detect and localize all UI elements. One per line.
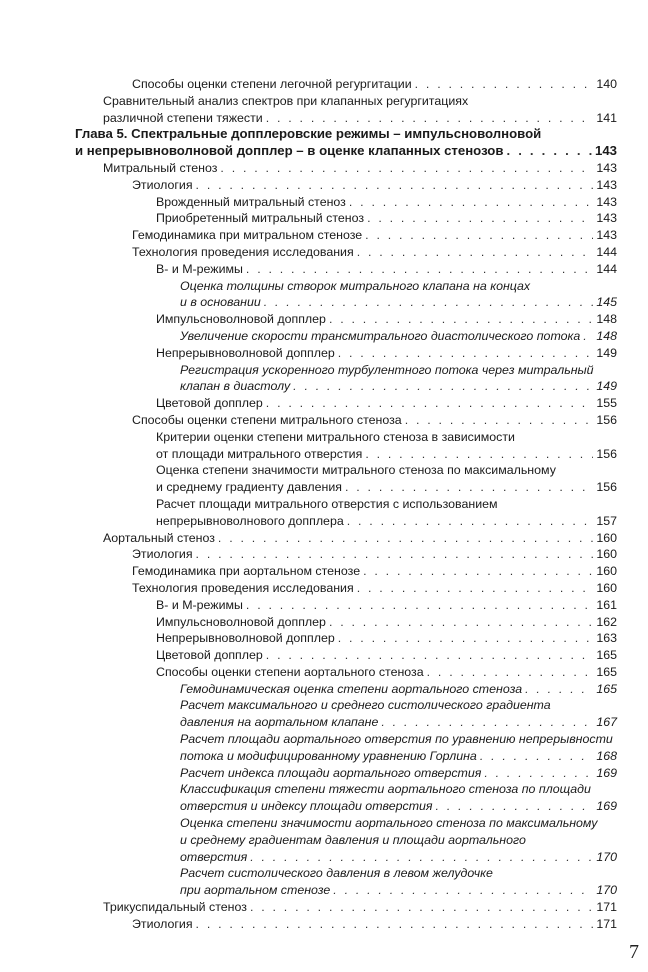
- toc-entry: [0, 580, 617, 597]
- toc-page-number: 145: [596, 295, 617, 310]
- toc-entry: [0, 614, 617, 631]
- dot-leader: [347, 513, 594, 530]
- toc-entry: [0, 462, 617, 496]
- toc-page-number: 143: [596, 211, 617, 226]
- toc-entry-title: Врожденный митральный стеноз: [156, 194, 346, 209]
- toc-entry-line: [156, 395, 617, 412]
- toc-page-number: 148: [596, 312, 617, 327]
- toc-page-number: 155: [596, 396, 617, 411]
- toc-page-number: 148: [596, 328, 617, 343]
- toc-entry-line: [156, 261, 617, 278]
- toc-entry-title: потока и модифицированному уравнению Горлина: [180, 748, 477, 763]
- dot-leader: [525, 681, 593, 698]
- toc-entry-line: [180, 731, 617, 748]
- toc-page-number: 156: [596, 446, 617, 461]
- table-of-contents: [0, 76, 648, 933]
- dot-leader: [266, 395, 594, 412]
- toc-entry-line: [103, 899, 617, 916]
- dot-leader: [220, 160, 593, 177]
- toc-entry: [0, 328, 617, 345]
- toc-entry-line: [156, 194, 617, 211]
- toc-page-number: 143: [596, 160, 617, 175]
- dot-leader: [349, 194, 593, 211]
- toc-page-number: 168: [596, 748, 617, 763]
- toc-entry: [0, 664, 617, 681]
- toc-entry: [0, 630, 617, 647]
- toc-entry-title: Непрерывноволновой допплер: [156, 345, 335, 360]
- toc-entry-title: Расчет индекса площади аортального отверстия: [180, 765, 482, 780]
- toc-page-number: 165: [596, 681, 617, 696]
- toc-entry-title: Трикуспидальный стеноз: [103, 900, 247, 915]
- page-number: 7: [629, 941, 639, 963]
- toc-entry: [0, 865, 617, 899]
- toc-entry-title: Этиология: [132, 916, 193, 931]
- toc-entry-line: [132, 580, 617, 597]
- dot-leader: [583, 328, 593, 345]
- toc-entry-line: [180, 882, 617, 899]
- toc-entry-title: отверстия и индексу площади отверстия: [180, 799, 433, 814]
- toc-page-number: 143: [596, 228, 617, 243]
- toc-entry-title: Оценка степени значимости аортального стеноза по максимальному: [180, 816, 598, 831]
- toc-entry-title: Расчет систолического давления в левом желудочке: [180, 866, 493, 881]
- toc-entry-title: Регистрация ускоренного турбулентного потока через митральный: [180, 362, 594, 377]
- dot-leader: [381, 714, 593, 731]
- dot-leader: [480, 748, 594, 765]
- dot-leader: [333, 882, 593, 899]
- toc-entry-line: [156, 446, 617, 463]
- toc-entry-line: [132, 412, 617, 429]
- toc-entry-title: Критерии оценки степени митрального стеноза в зависимости: [156, 429, 515, 444]
- toc-entry: [0, 815, 617, 865]
- toc-entry-title: и непрерывноволновой допплер – в оценке клапанных стенозов: [75, 143, 504, 159]
- toc-entry: [0, 362, 617, 396]
- toc-entry: [0, 597, 617, 614]
- toc-page-number: 149: [596, 379, 617, 394]
- toc-page-number: 144: [596, 244, 617, 259]
- toc-entry: [0, 345, 617, 362]
- toc-entry-title: Цветовой допплер: [156, 396, 263, 411]
- dot-leader: [365, 446, 593, 463]
- toc-entry-line: [180, 798, 617, 815]
- toc-entry: [0, 76, 617, 93]
- toc-entry-title: и среднему градиенту давления: [156, 480, 342, 495]
- toc-entry-line: [180, 681, 617, 698]
- dot-leader: [266, 110, 594, 127]
- dot-leader: [367, 210, 593, 227]
- dot-leader: [218, 530, 593, 547]
- dot-leader: [415, 76, 594, 93]
- toc-entry-line: [132, 916, 617, 933]
- dot-leader: [363, 563, 593, 580]
- toc-page-number: 157: [596, 513, 617, 528]
- toc-entry-title: Расчет площади аортального отверстия по уравнению непрерывности: [180, 732, 613, 747]
- toc-entry: [0, 546, 617, 563]
- toc-entry-title: Импульсноволновой допплер: [156, 614, 326, 629]
- toc-entry-line: [103, 93, 617, 110]
- toc-entry-line: [103, 530, 617, 547]
- toc-page-number: 167: [596, 715, 617, 730]
- toc-entry-line: [156, 513, 617, 530]
- toc-page-number: 170: [596, 849, 617, 864]
- toc-page-number: 162: [596, 614, 617, 629]
- toc-entry: [0, 697, 617, 731]
- toc-entry-title: и в основании: [180, 295, 261, 310]
- toc-entry-line: [103, 160, 617, 177]
- dot-leader: [427, 664, 594, 681]
- toc-page-number: 171: [596, 900, 617, 915]
- dot-leader: [329, 614, 593, 631]
- dot-leader: [250, 849, 593, 866]
- toc-entry-title: Гемодинамика при митральном стенозе: [132, 228, 363, 243]
- toc-entry-title: Непрерывноволновой допплер: [156, 631, 335, 646]
- toc-entry: [0, 160, 617, 177]
- toc-entry-line: [180, 781, 617, 798]
- toc-page-number: 163: [596, 631, 617, 646]
- dot-leader: [293, 378, 593, 395]
- toc-entry-title: от площади митрального отверстия: [156, 446, 363, 461]
- toc-entry-line: [132, 546, 617, 563]
- toc-entry: [0, 429, 617, 463]
- dot-leader: [196, 546, 594, 563]
- toc-page-number: 160: [596, 530, 617, 545]
- toc-entry-title: Глава 5. Спектральные допплеровские режимы – импульсноволновой: [75, 126, 542, 142]
- toc-entry-title: Оценка толщины створок митрального клапана на концах: [180, 278, 531, 293]
- toc-entry: [0, 395, 617, 412]
- toc-entry-line: [156, 614, 617, 631]
- toc-entry-title: Митральный стеноз: [103, 160, 218, 175]
- toc-page-number: 143: [596, 194, 617, 209]
- toc-entry-title: Этиология: [132, 177, 193, 192]
- dot-leader: [246, 261, 593, 278]
- toc-entry: [0, 210, 617, 227]
- dot-leader: [196, 177, 594, 194]
- toc-entry-title: Расчет максимального и среднего систолического градиента: [180, 698, 551, 713]
- dot-leader: [405, 412, 594, 429]
- toc-entry: [0, 781, 617, 815]
- toc-page-number: 169: [596, 765, 617, 780]
- toc-entry-title: Аортальный стеноз: [103, 530, 215, 545]
- toc-entry: [0, 311, 617, 328]
- toc-chapter-heading: [0, 126, 617, 160]
- toc-entry-title: отверстия: [180, 849, 248, 864]
- toc-page-number: 140: [596, 77, 617, 91]
- toc-entry-title: Технология проведения исследования: [132, 244, 354, 259]
- toc-entry-title: Сравнительный анализ спектров при клапанных регургитациях: [103, 93, 469, 108]
- toc-entry-line: [156, 429, 617, 446]
- toc-page-number: 169: [596, 799, 617, 814]
- toc-entry: [0, 261, 617, 278]
- toc-entry-line: [180, 362, 617, 379]
- toc-entry-line: [156, 496, 617, 513]
- toc-entry-line: [132, 227, 617, 244]
- toc-entry-line: [103, 110, 617, 127]
- toc-entry-line: [180, 714, 617, 731]
- toc-entry-line: [132, 76, 617, 93]
- toc-entry: [0, 731, 617, 765]
- toc-entry-line: [156, 647, 617, 664]
- toc-entry-title: Приобретенный митральный стеноз: [156, 211, 365, 226]
- dot-leader: [365, 227, 593, 244]
- toc-entry: [0, 563, 617, 580]
- toc-entry-title: Технология проведения исследования: [132, 580, 354, 595]
- dot-leader: [338, 345, 594, 362]
- toc-entry-line: [180, 832, 617, 849]
- toc-entry: [0, 765, 617, 782]
- toc-page-number: 143: [596, 177, 617, 192]
- toc-entry-line: [180, 748, 617, 765]
- toc-entry: [0, 647, 617, 664]
- toc-entry-title: Классификация степени тяжести аортального стеноза по площади: [180, 782, 591, 797]
- toc-entry-line: [132, 244, 617, 261]
- toc-entry-title: непрерывноволнового допплера: [156, 513, 344, 528]
- toc-entry: [0, 899, 617, 916]
- toc-entry-line: [156, 479, 617, 496]
- toc-entry-title: при аортальном стенозе: [180, 883, 331, 898]
- dot-leader: [264, 294, 594, 311]
- toc-page-number: 149: [596, 345, 617, 360]
- toc-entry-line: [180, 697, 617, 714]
- toc-entry-line: [75, 126, 617, 143]
- toc-page-number: 165: [596, 648, 617, 663]
- toc-page-number: 171: [596, 916, 617, 931]
- toc-entry-title: давления на аортальном клапане: [180, 715, 379, 730]
- dot-leader: [246, 597, 593, 614]
- toc-entry-title: Расчет площади митрального отверстия с использованием: [156, 496, 498, 511]
- toc-page-number: 156: [596, 480, 617, 495]
- toc-entry-title: Цветовой допплер: [156, 648, 263, 663]
- toc-page-number: 161: [596, 597, 617, 612]
- toc-entry-title: Импульсноволновой допплер: [156, 312, 326, 327]
- dot-leader: [345, 479, 593, 496]
- toc-entry: [0, 530, 617, 547]
- toc-entry-line: [180, 378, 617, 395]
- toc-entry-line: [156, 597, 617, 614]
- toc-entry-title: Способы оценки степени аортального стеноза: [156, 664, 424, 679]
- toc-entry-line: [156, 630, 617, 647]
- toc-entry-title: В- и М-режимы: [156, 261, 243, 276]
- dot-leader: [484, 765, 593, 782]
- toc-entry-line: [132, 177, 617, 194]
- toc-entry: [0, 177, 617, 194]
- toc-entry: [0, 194, 617, 211]
- dot-leader: [338, 630, 594, 647]
- toc-entry: [0, 412, 617, 429]
- toc-entry-title: Этиология: [132, 547, 193, 562]
- toc-entry-title: различной степени тяжести: [103, 110, 263, 125]
- toc-entry: [0, 681, 617, 698]
- toc-entry-line: [180, 815, 617, 832]
- toc-entry-title: Способы оценки степени легочной регургитации: [132, 77, 412, 91]
- toc-entry-line: [156, 345, 617, 362]
- toc-entry: [0, 227, 617, 244]
- toc-entry-title: клапан в диастолу: [180, 379, 291, 394]
- dot-leader: [329, 311, 593, 328]
- toc-entry-line: [156, 311, 617, 328]
- toc-entry-line: [75, 143, 617, 160]
- dot-leader: [357, 580, 594, 597]
- toc-entry-title: Увеличение скорости трансмитрального диастолического потока: [180, 328, 581, 343]
- toc-page-number: 141: [596, 110, 617, 125]
- toc-page-number: 160: [596, 564, 617, 579]
- toc-entry-line: [180, 278, 617, 295]
- toc-entry-title: и среднему градиентам давления и площади аортального: [180, 832, 526, 847]
- toc-entry: [0, 278, 617, 312]
- toc-entry-line: [156, 462, 617, 479]
- toc-entry-line: [132, 563, 617, 580]
- dot-leader: [250, 899, 593, 916]
- toc-entry: [0, 244, 617, 261]
- toc-page-number: 170: [596, 883, 617, 898]
- dot-leader: [506, 143, 592, 160]
- toc-entry-title: Гемодинамическая оценка степени аортального стеноза: [180, 681, 523, 696]
- toc-entry: [0, 496, 617, 530]
- toc-page-number: 144: [596, 261, 617, 276]
- toc-page-number: 165: [596, 664, 617, 679]
- toc-entry-line: [180, 294, 617, 311]
- toc-entry: [0, 93, 617, 127]
- dot-leader: [357, 244, 594, 261]
- dot-leader: [196, 916, 594, 933]
- toc-page-number: 160: [596, 547, 617, 562]
- toc-entry: [0, 916, 617, 933]
- toc-entry-line: [180, 328, 617, 345]
- toc-entry-title: Способы оценки степени митрального стеноза: [132, 412, 402, 427]
- toc-page-number: 156: [596, 412, 617, 427]
- toc-page-number: 143: [594, 143, 617, 159]
- toc-entry-title: В- и М-режимы: [156, 597, 243, 612]
- dot-leader: [436, 798, 594, 815]
- toc-entry-line: [180, 865, 617, 882]
- toc-page-number: 160: [596, 580, 617, 595]
- toc-entry-line: [156, 210, 617, 227]
- toc-entry-title: Оценка степени значимости митрального стеноза по максимальному: [156, 463, 556, 478]
- toc-entry-line: [180, 849, 617, 866]
- toc-entry-line: [156, 664, 617, 681]
- dot-leader: [266, 647, 594, 664]
- toc-entry-title: Гемодинамика при аортальном стенозе: [132, 564, 361, 579]
- toc-entry-line: [180, 765, 617, 782]
